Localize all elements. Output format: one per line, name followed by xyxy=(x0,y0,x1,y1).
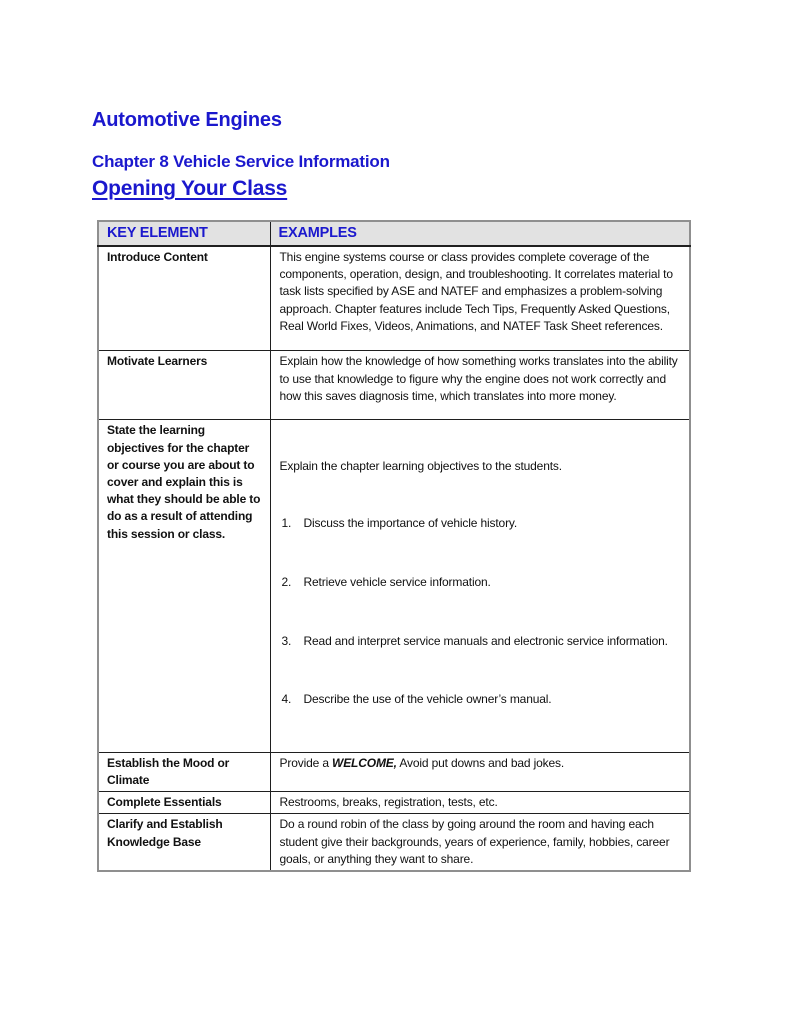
objective-number: 2. xyxy=(281,575,292,590)
objective-item xyxy=(280,633,682,650)
objective-item xyxy=(280,574,682,591)
example-text-suffix: Avoid put downs and bad jokes. xyxy=(396,755,565,770)
example-cell: Explain how the knowledge of how something works translates into the ability to use that knowledge to figure why the engine does not work correctly and how this saves diagnosis time, which translates into more money. xyxy=(270,351,690,420)
objective-item xyxy=(280,515,682,532)
objective-text: Discuss the importance of vehicle history. xyxy=(303,516,518,531)
document-content xyxy=(92,110,702,872)
example-cell xyxy=(270,420,690,752)
table-row-introduce-content xyxy=(98,246,690,351)
key-cell: Clarify and Establish Knowledge Base xyxy=(98,814,270,871)
key-cell: Introduce Content xyxy=(98,246,270,351)
table-row-clarify-knowledge-base xyxy=(98,814,690,871)
example-cell: This engine systems course or class provides complete coverage of the components, operation, design, and troubleshooting. It correlates material to task lists specified by ASE and NATEF and emphasizes a problem-solving approach. Chapter features include Tech Tips, Frequently Asked Questions, Real World Fixes, Videos, Animations, and NATEF Task Sheet references. xyxy=(270,246,690,351)
table-row-establish-mood xyxy=(98,752,690,791)
table-row-complete-essentials xyxy=(98,792,690,814)
example-text-emphasis: WELCOME, xyxy=(332,755,397,770)
instructor-guide-table xyxy=(97,220,691,872)
objective-number: 4. xyxy=(281,692,292,707)
example-cell: Restrooms, breaks, registration, tests, etc. xyxy=(270,792,690,814)
column-header-examples: EXAMPLES xyxy=(270,221,690,246)
objective-text: Describe the use of the vehicle owner’s manual. xyxy=(303,692,552,707)
table-header-row xyxy=(98,221,690,246)
objectives-intro: Explain the chapter learning objectives to the students. xyxy=(279,458,562,473)
objective-number: 1. xyxy=(281,516,292,531)
key-cell: Complete Essentials xyxy=(98,792,270,814)
key-cell: State the learning objectives for the chapter or course you are about to cover and explain this is what they should be able to do as a result of attending this session or class. xyxy=(98,420,270,752)
table-row-motivate-learners xyxy=(98,351,690,420)
section-heading: Opening Your Class xyxy=(92,176,288,200)
objective-text: Read and interpret service manuals and electronic service information. xyxy=(303,633,668,648)
example-cell: Do a round robin of the class by going around the room and having each student give their backgrounds, years of experience, family, hobbies, career goals, or anything they want to share. xyxy=(270,814,690,871)
objective-number: 3. xyxy=(281,633,292,648)
column-header-key-element: KEY ELEMENT xyxy=(98,221,270,246)
objective-item xyxy=(280,691,682,708)
document-title: Automotive Engines xyxy=(92,109,282,131)
example-text-prefix: Provide a xyxy=(279,755,333,770)
objective-text: Retrieve vehicle service information. xyxy=(303,575,491,590)
chapter-heading: Chapter 8 Vehicle Service Information xyxy=(92,152,390,171)
example-cell xyxy=(270,752,690,791)
key-cell: Establish the Mood or Climate xyxy=(98,752,270,791)
table-row-learning-objectives xyxy=(98,420,690,752)
key-cell: Motivate Learners xyxy=(98,351,270,420)
